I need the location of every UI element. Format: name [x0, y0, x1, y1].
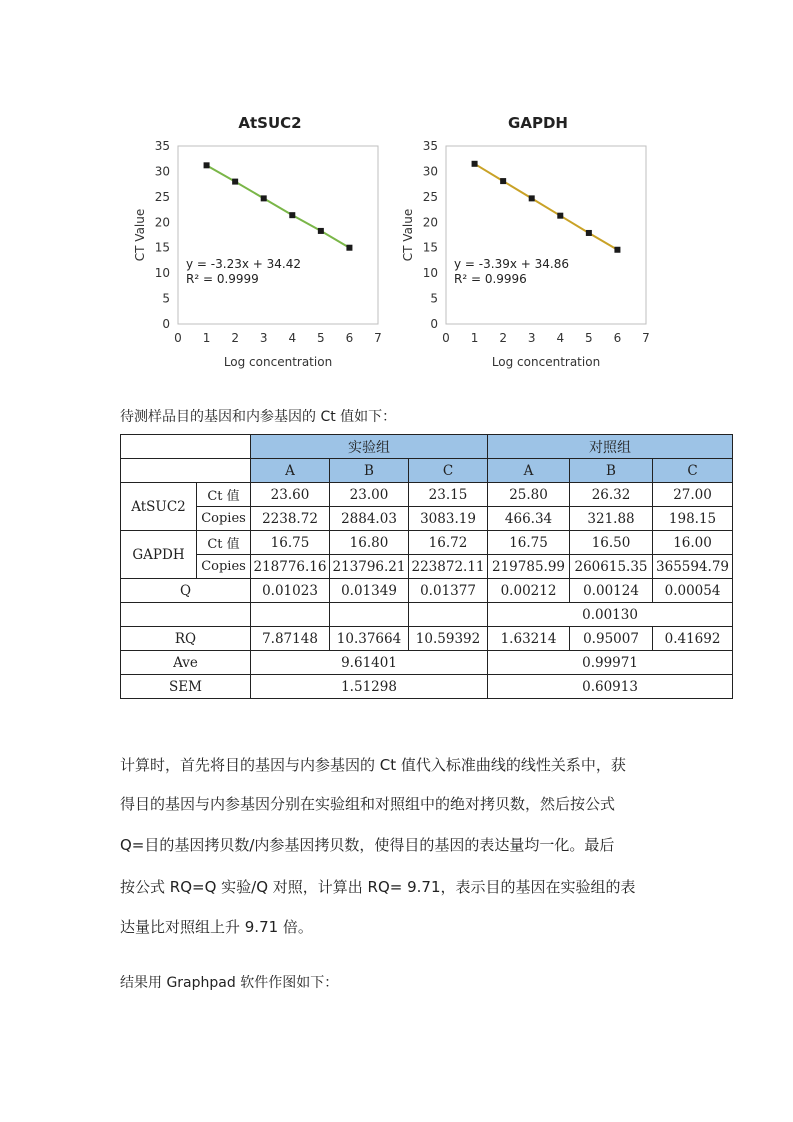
cell: 466.34: [488, 507, 570, 531]
data-point: [557, 213, 563, 219]
cell: 198.15: [653, 507, 733, 531]
cell: 23.15: [409, 483, 488, 507]
empty-cell: [121, 603, 251, 627]
col-header: B: [570, 459, 653, 483]
x-tick-label: 5: [585, 331, 593, 345]
equation-label: y = -3.23x + 34.42: [186, 257, 301, 272]
cell: 16.80: [330, 531, 409, 555]
y-tick-label: 10: [422, 266, 438, 281]
col-header: A: [488, 459, 570, 483]
group-experiment: 实验组: [251, 435, 488, 459]
y-tick-label: 35: [154, 139, 170, 153]
y-tick-label: 15: [154, 240, 170, 255]
ave-exp: 9.61401: [251, 651, 488, 675]
chart-title: GAPDH: [508, 114, 568, 132]
cell: 0.00124: [570, 579, 653, 603]
cell: 0.01377: [409, 579, 488, 603]
cell: 16.75: [488, 531, 570, 555]
corner-cell-2: [121, 459, 251, 483]
x-axis-label: Log concentration: [491, 355, 601, 369]
data-point: [204, 162, 210, 168]
empty-cell: [330, 603, 409, 627]
cell: 16.75: [251, 531, 330, 555]
cell: 260615.35: [570, 555, 653, 579]
x-tick-label: 4: [556, 331, 565, 345]
cell: 3083.19: [409, 507, 488, 531]
ct-table: [120, 434, 733, 699]
y-axis-label: CT Value: [133, 208, 147, 262]
data-point: [346, 245, 352, 251]
data-point: [261, 195, 267, 201]
x-tick-label: 2: [499, 331, 507, 345]
y-tick-label: 20: [422, 215, 438, 230]
cell: 0.95007: [570, 627, 653, 651]
gene-label-atsuc2: AtSUC2: [121, 483, 197, 531]
sem-label: SEM: [121, 675, 251, 699]
r2-label: R² = 0.9996: [454, 272, 527, 287]
paragraph-line: 按公式 RQ=Q 实验/Q 对照，计算出 RQ= 9.71，表示目的基因在实验组的表: [120, 878, 636, 896]
y-axis-label: CT Value: [401, 208, 415, 262]
table-row: [121, 483, 733, 507]
table-row: [121, 579, 733, 603]
y-tick-label: 30: [422, 164, 438, 179]
x-tick-label: 7: [374, 331, 382, 345]
cell: 1.63214: [488, 627, 570, 651]
cell: 7.87148: [251, 627, 330, 651]
data-point: [318, 228, 324, 234]
x-tick-label: 2: [231, 331, 239, 345]
ave-label: Ave: [121, 651, 251, 675]
x-axis-label: Log concentration: [223, 355, 333, 369]
y-tick-label: 0: [162, 317, 170, 331]
q-label: Q: [121, 579, 251, 603]
copies-label: Copies: [197, 555, 251, 579]
paragraph-line: 达量比对照组上升 9.71 倍。: [120, 918, 313, 936]
y-tick-label: 30: [154, 164, 170, 179]
data-point: [529, 195, 535, 201]
corner-cell: [121, 435, 251, 459]
cell: 0.01023: [251, 579, 330, 603]
cell: 10.59392: [409, 627, 488, 651]
x-tick-label: 1: [202, 331, 211, 345]
table-row: [121, 531, 733, 555]
col-header: C: [409, 459, 488, 483]
cell: 365594.79: [653, 555, 733, 579]
empty-cell: [409, 603, 488, 627]
footer-text: 结果用 Graphpad 软件作图如下：: [120, 975, 339, 991]
plot-area: [446, 146, 646, 324]
table-caption: 待测样品目的基因和内参基因的 Ct 值如下：: [120, 409, 397, 425]
group-header-row: [121, 435, 733, 459]
cell: 219785.99: [488, 555, 570, 579]
y-tick-label: 5: [430, 291, 438, 306]
data-point: [586, 230, 592, 236]
data-point: [232, 179, 238, 185]
y-tick-label: 25: [154, 189, 170, 204]
cell: 0.41692: [653, 627, 733, 651]
table-row: [121, 603, 733, 627]
gene-label-gapdh: GAPDH: [121, 531, 197, 579]
y-tick-label: 5: [162, 291, 170, 306]
sem-ctrl: 0.60913: [488, 675, 733, 699]
x-tick-label: 3: [259, 331, 268, 345]
chart-gapdh: [388, 98, 668, 378]
cell: 2238.72: [251, 507, 330, 531]
rq-label: RQ: [121, 627, 251, 651]
y-tick-label: 20: [154, 215, 170, 230]
table-row: [121, 555, 733, 579]
x-tick-label: 4: [288, 331, 297, 345]
y-tick-label: 25: [422, 189, 438, 204]
q-mean-cell: 0.00130: [488, 603, 733, 627]
paragraph-line: 得目的基因与内参基因分别在实验组和对照组中的绝对拷贝数，然后按公式: [120, 795, 616, 813]
x-tick-label: 3: [527, 331, 536, 345]
ct-label: Ct 值: [197, 531, 251, 555]
x-tick-label: 6: [345, 331, 354, 345]
table-row: [121, 507, 733, 531]
empty-cell: [251, 603, 330, 627]
x-tick-label: 0: [174, 331, 182, 345]
y-tick-label: 15: [422, 240, 438, 255]
copies-label: Copies: [197, 507, 251, 531]
data-point: [472, 161, 478, 167]
data-point: [500, 178, 506, 184]
data-point: [614, 247, 620, 253]
table-row: [121, 675, 733, 699]
col-header: C: [653, 459, 733, 483]
group-control: 对照组: [488, 435, 733, 459]
table-row: [121, 627, 733, 651]
chart-gapdh-svg: [388, 98, 668, 378]
cell: 0.00054: [653, 579, 733, 603]
y-tick-label: 0: [430, 317, 438, 331]
cell: 321.88: [570, 507, 653, 531]
cell: 16.00: [653, 531, 733, 555]
table-row: [121, 651, 733, 675]
col-header: B: [330, 459, 409, 483]
r2-label: R² = 0.9999: [186, 272, 259, 287]
cell: 223872.11: [409, 555, 488, 579]
y-tick-label: 10: [154, 266, 170, 281]
cell: 27.00: [653, 483, 733, 507]
cell: 2884.03: [330, 507, 409, 531]
chart-title: AtSUC2: [238, 114, 302, 132]
x-tick-label: 7: [642, 331, 650, 345]
cell: 26.32: [570, 483, 653, 507]
cell: 213796.21: [330, 555, 409, 579]
ave-ctrl: 0.99971: [488, 651, 733, 675]
cell: 218776.16: [251, 555, 330, 579]
cell: 25.80: [488, 483, 570, 507]
plot-area: [178, 146, 378, 324]
x-tick-label: 1: [470, 331, 479, 345]
cell: 16.50: [570, 531, 653, 555]
chart-atsuc2-svg: [120, 98, 400, 378]
x-tick-label: 0: [442, 331, 450, 345]
x-tick-label: 5: [317, 331, 325, 345]
ct-label: Ct 值: [197, 483, 251, 507]
cell: 23.60: [251, 483, 330, 507]
y-tick-label: 35: [422, 139, 438, 153]
paragraph-line: Q=目的基因拷贝数/内参基因拷贝数，使得目的基因的表达量均一化。最后: [120, 836, 615, 854]
sem-exp: 1.51298: [251, 675, 488, 699]
cell: 0.00212: [488, 579, 570, 603]
data-point: [289, 212, 295, 218]
paragraph-line: 计算时，首先将目的基因与内参基因的 Ct 值代入标准曲线的线性关系中，获: [120, 756, 626, 774]
cell: 10.37664: [330, 627, 409, 651]
equation-label: y = -3.39x + 34.86: [454, 257, 569, 272]
col-header: A: [251, 459, 330, 483]
column-header-row: [121, 459, 733, 483]
cell: 23.00: [330, 483, 409, 507]
x-tick-label: 6: [613, 331, 622, 345]
chart-atsuc2: [120, 98, 400, 378]
cell: 0.01349: [330, 579, 409, 603]
cell: 16.72: [409, 531, 488, 555]
